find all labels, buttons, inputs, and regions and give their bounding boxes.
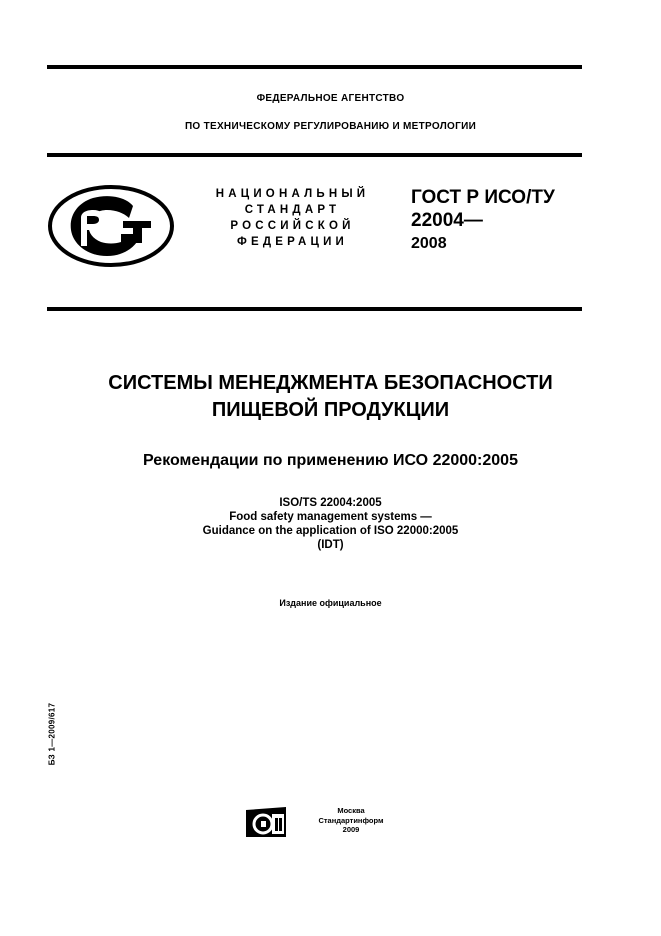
top-rule [47,65,582,69]
iso-equivalence: (IDT) [317,539,344,551]
national-standard-line-1: НАЦИОНАЛЬНЫЙ [215,188,370,200]
standartinform-logo-icon [245,806,287,838]
publisher-name: Стандартинформ [318,815,384,825]
designation-line-3: 2008 [411,235,447,252]
iso-code: ISO/TS 22004:2005 [279,497,382,509]
masthead-bottom-rule [47,307,582,311]
publisher-city: Москва [337,806,365,815]
gost-r-certification-logo-icon [47,184,175,268]
national-standard-line-2: СТАНДАРТ [244,204,341,216]
designation-line-2: 22004— [411,210,483,231]
header-bottom-rule [47,153,582,157]
agency-line-2: ПО ТЕХНИЧЕСКОМУ РЕГУЛИРОВАНИЮ И МЕТРОЛОГИИ [184,121,477,132]
national-standard-line-4: ФЕДЕРАЦИИ [236,236,349,248]
side-registration-code: БЗ 1—2009/617 [47,702,57,766]
publisher-block [300,806,402,835]
edition-label: Издание официальное [279,598,382,608]
document-title-line-1: СИСТЕМЫ МЕНЕДЖМЕНТА БЕЗОПАСНОСТИ [108,372,553,394]
document-subtitle: Рекомендации по применению ИСО 22000:2005 [143,452,518,469]
iso-title-line-2: Guidance on the application of ISO 22000:2005 [202,525,459,537]
designation-line-1: ГОСТ Р ИСО/ТУ [411,187,555,208]
national-standard-line-3: РОССИЙСКОЙ [230,220,355,232]
national-standard-label [205,186,380,250]
document-title-line-2: ПИЩЕВОЙ ПРОДУКЦИИ [211,399,450,421]
agency-line-1: ФЕДЕРАЛЬНОЕ АГЕНТСТВО [256,93,405,104]
publisher-year: 2009 [342,825,360,834]
standard-designation [411,186,555,255]
iso-title-line-1: Food safety management systems — [229,511,432,523]
